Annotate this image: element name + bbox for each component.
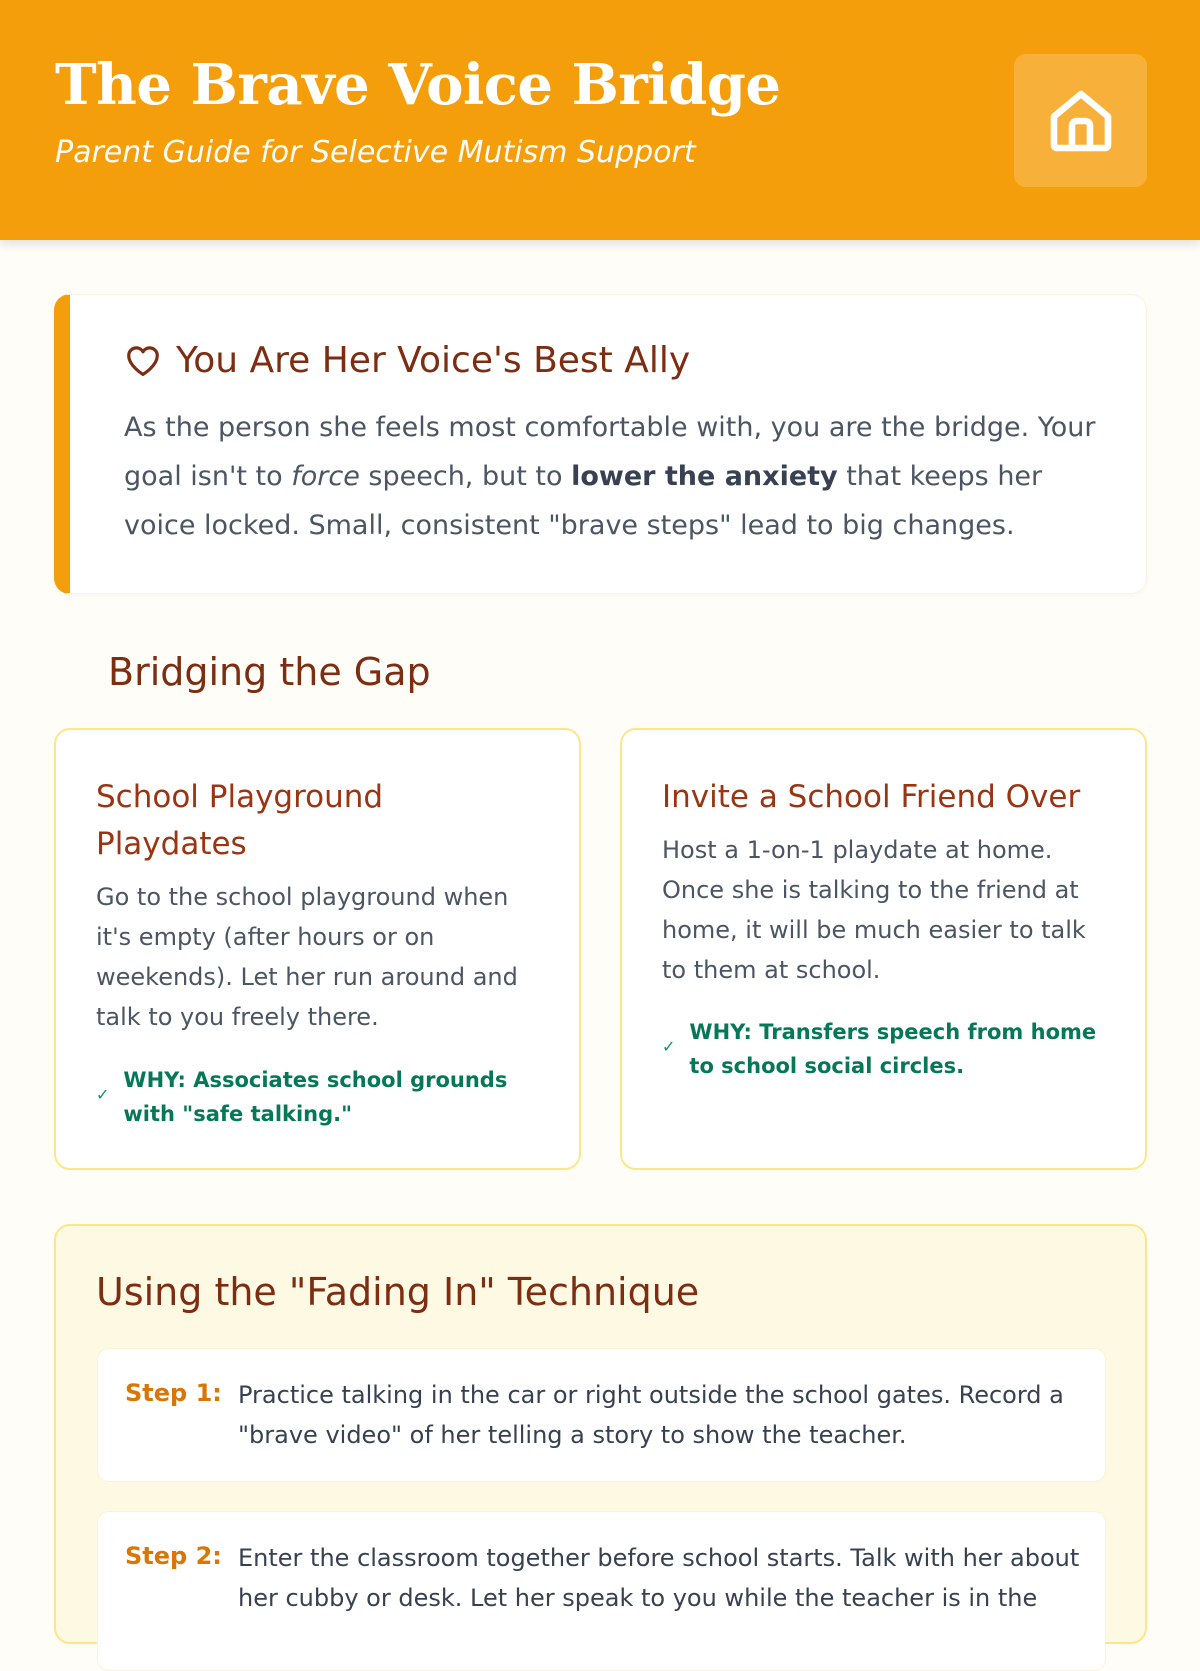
card-why	[96, 1063, 546, 1131]
step-label: Step 1:	[125, 1379, 222, 1407]
emphasis-lower-anxiety: lower the anxiety	[571, 461, 838, 492]
card-invite-friend	[620, 728, 1147, 1170]
step-text: Enter the classroom together before school starts. Talk with her about her cubby or desk. Let her speak to you while the teacher is in the	[238, 1544, 1080, 1612]
ally-text: As the person she feels most comfortable with, you are the bridge. Your goal isn't to force speech, but to lower the anxiety that keeps her voice locked. Small, consistent "brave steps" lead to big changes.	[124, 412, 1096, 541]
ally-title: You Are Her Voice's Best Ally	[176, 340, 691, 381]
check-icon: ✓	[662, 1037, 676, 1056]
step-item	[97, 1348, 1106, 1482]
card-why	[662, 1015, 1112, 1083]
fading-in-section	[54, 1224, 1147, 1644]
ally-callout	[54, 294, 1147, 594]
card-title: Invite a School Friend Over	[662, 779, 1081, 815]
home-icon	[1045, 85, 1117, 157]
home-button[interactable]	[1014, 54, 1147, 187]
app-header	[0, 0, 1200, 240]
page-subtitle: Parent Guide for Selective Mutism Support	[55, 135, 696, 170]
page-title: The Brave Voice Bridge	[55, 52, 781, 118]
card-text: Go to the school playground when it's empty (after hours or on weekends). Let her run around and talk to you freely there.	[96, 883, 518, 1031]
card-why-text: WHY: Transfers speech from home to school social circles.	[689, 1020, 1097, 1078]
card-text: Host a 1-on-1 playdate at home. Once she is talking to the friend at home, it will be much easier to talk to them at school.	[662, 836, 1086, 984]
check-icon: ✓	[96, 1085, 110, 1104]
card-why-text: WHY: Associates school grounds with "safe talking."	[123, 1068, 508, 1126]
step-text: Practice talking in the car or right outside the school gates. Record a "brave video" of her telling a story to show the teacher.	[238, 1381, 1064, 1449]
card-playground-playdates	[54, 728, 581, 1170]
card-title: School Playground Playdates	[96, 779, 384, 862]
ally-heading	[124, 340, 690, 381]
emphasis-force: force	[291, 461, 360, 492]
section-title-bridging: Bridging the Gap	[108, 650, 431, 694]
section-title-fading: Using the "Fading In" Technique	[96, 1270, 700, 1314]
step-item	[97, 1511, 1106, 1671]
heart-icon	[124, 342, 162, 380]
step-label: Step 2:	[125, 1542, 222, 1570]
